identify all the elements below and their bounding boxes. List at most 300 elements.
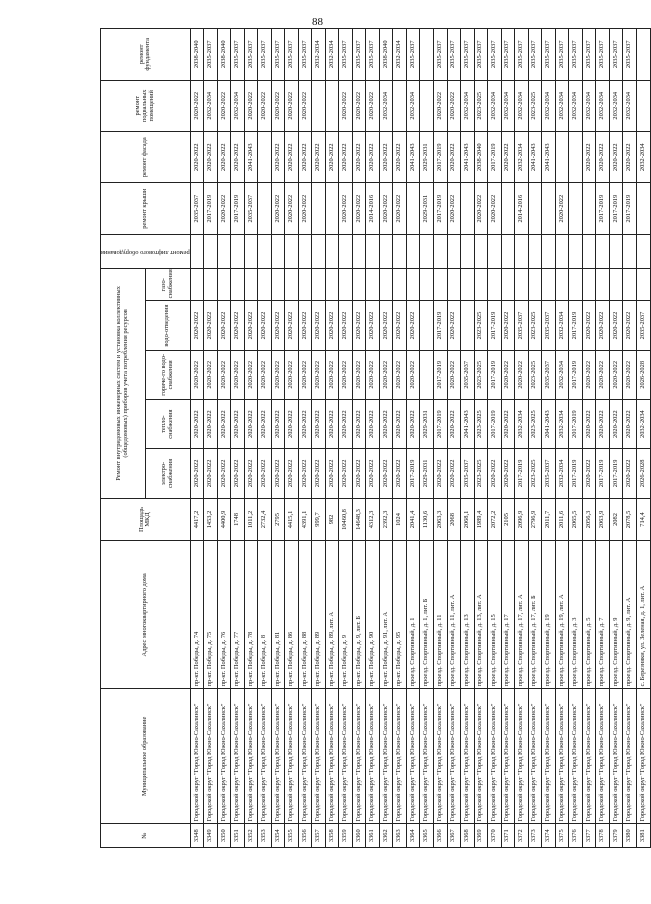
cell-facade: 2020-2022: [204, 131, 218, 182]
cell-foundation: 2035-2037: [204, 29, 218, 81]
cell-address: проезд. Спортивный, д. 17, лит. А: [515, 541, 529, 689]
cell-hotwater: [420, 350, 434, 399]
cell-facade: 2020-2022: [582, 131, 596, 182]
table-row: [582, 29, 596, 848]
cell-basement: 2020-2022: [217, 80, 231, 131]
cell-num: 3353: [258, 824, 272, 848]
cell-foundation: 2035-2037: [596, 29, 610, 81]
cell-area: 2795: [271, 498, 285, 541]
cell-gas: [231, 269, 245, 301]
cell-roof: 2017-2019: [623, 183, 637, 234]
cell-municipality: Городской округ "Город Южно-Сахалинск": [555, 689, 569, 824]
cell-hotwater: 2020-2022: [501, 350, 515, 399]
cell-electric: 2020-2022: [339, 449, 353, 498]
cell-roof: 2017-2019: [596, 183, 610, 234]
cell-num: 3374: [542, 824, 556, 848]
cell-area: 1024: [393, 498, 407, 541]
cell-basement: 2032-2034: [623, 80, 637, 131]
cell-facade: 2020-2022: [366, 131, 380, 182]
cell-num: 3356: [298, 824, 312, 848]
cell-elevator: [379, 234, 393, 268]
cell-roof: 2020-2022: [298, 183, 312, 234]
cell-foundation: 2032-2034: [393, 29, 407, 81]
cell-address: пр-кт. Победы, д. 95: [393, 541, 407, 689]
cell-municipality: Городской округ "Город Южно-Сахалинск": [542, 689, 556, 824]
table-row: [406, 29, 420, 848]
cell-water: 2020-2022: [231, 301, 245, 350]
cell-heat: 2020-2022: [244, 399, 258, 448]
cell-address: проезд. Спортивный, д. 9: [609, 541, 623, 689]
cell-electric: 2035-2037: [461, 449, 475, 498]
cell-basement: [393, 80, 407, 131]
cell-water: [420, 301, 434, 350]
cell-electric: 2020-2022: [312, 449, 326, 498]
cell-municipality: Городской округ "Город Южно-Сахалинск": [569, 689, 583, 824]
cell-facade: 2020-2022: [379, 131, 393, 182]
cell-foundation: 2035-2037: [244, 29, 258, 81]
cell-municipality: Городской округ "Город Южно-Сахалинск": [244, 689, 258, 824]
cell-facade: 2020-2022: [393, 131, 407, 182]
table-row: [569, 29, 583, 848]
cell-address: проезд. Спортивный, д. 17, лит. Б: [528, 541, 542, 689]
cell-address: пр-кт. Победы, д. 76: [217, 541, 231, 689]
cell-num: 3360: [352, 824, 366, 848]
cell-elevator: [285, 234, 299, 268]
cell-electric: 2035-2037: [542, 449, 556, 498]
cell-water: 2035-2037: [515, 301, 529, 350]
cell-basement: [636, 80, 650, 131]
header-roof: ремонт крыши: [101, 183, 191, 234]
cell-elevator: [393, 234, 407, 268]
cell-num: 3379: [609, 824, 623, 848]
cell-basement: 2032-2034: [231, 80, 245, 131]
cell-num: 3380: [623, 824, 637, 848]
cell-foundation: 2035-2037: [609, 29, 623, 81]
table-row: [379, 29, 393, 848]
header-utilities-group: Ремонт внутридомовых инженерных систем и установка коллективных (общедомовых) приборов учета потребления ресурсов: [101, 269, 146, 498]
cell-address: проезд. Спортивный, д. 9, лит. А: [623, 541, 637, 689]
cell-num: 3350: [217, 824, 231, 848]
table-body: [190, 29, 650, 848]
cell-facade: [258, 131, 272, 182]
cell-area: 2065,5: [569, 498, 583, 541]
cell-area: 4391,1: [298, 498, 312, 541]
table-row: [190, 29, 204, 848]
table-row: [433, 29, 447, 848]
cell-water: 2020-2022: [582, 301, 596, 350]
cell-hotwater: 2032-2034: [555, 350, 569, 399]
cell-basement: 2023-2025: [474, 80, 488, 131]
cell-facade: 2032-2034: [636, 131, 650, 182]
cell-elevator: [298, 234, 312, 268]
cell-area: 982: [325, 498, 339, 541]
cell-heat: 2020-2022: [406, 399, 420, 448]
cell-gas: [190, 269, 204, 301]
cell-hotwater: 2020-2022: [204, 350, 218, 399]
cell-facade: 2020-2022: [609, 131, 623, 182]
cell-electric: 2020-2022: [325, 449, 339, 498]
cell-gas: [217, 269, 231, 301]
cell-foundation: 2035-2037: [474, 29, 488, 81]
cell-municipality: Городской округ "Город Южно-Сахалинск": [609, 689, 623, 824]
cell-heat: 2032-2034: [636, 399, 650, 448]
cell-water: 2020-2022: [217, 301, 231, 350]
cell-address: проезд. Спортивный, д. 3: [569, 541, 583, 689]
cell-num: 3348: [190, 824, 204, 848]
cell-address: проезд. Спортивный, д. 11: [433, 541, 447, 689]
cell-municipality: Городской округ "Город Южно-Сахалинск": [231, 689, 245, 824]
cell-facade: 2041-2043: [528, 131, 542, 182]
cell-gas: [420, 269, 434, 301]
cell-foundation: 2035-2037: [406, 29, 420, 81]
cell-roof: [636, 183, 650, 234]
cell-foundation: 2035-2037: [258, 29, 272, 81]
cell-foundation: 2035-2037: [366, 29, 380, 81]
cell-address: проезд. Спортивный, д. 19, лит. А: [555, 541, 569, 689]
table-row: [312, 29, 326, 848]
cell-municipality: Городской округ "Город Южно-Сахалинск": [204, 689, 218, 824]
cell-basement: 2020-2022: [271, 80, 285, 131]
cell-hotwater: 2020-2022: [596, 350, 610, 399]
cell-hotwater: 2020-2022: [515, 350, 529, 399]
cell-basement: 2032-2034: [596, 80, 610, 131]
cell-municipality: Городской округ "Город Южно-Сахалинск": [298, 689, 312, 824]
cell-area: 2796,9: [528, 498, 542, 541]
cell-electric: 2020-2022: [366, 449, 380, 498]
cell-hotwater: 2017-2019: [488, 350, 502, 399]
cell-heat: 2041-2043: [461, 399, 475, 448]
table-row: [542, 29, 556, 848]
cell-foundation: 2035-2037: [231, 29, 245, 81]
cell-area: 2011,7: [542, 498, 556, 541]
cell-hotwater: 2017-2019: [433, 350, 447, 399]
cell-heat: 2020-2022: [285, 399, 299, 448]
cell-roof: 2017-2019: [231, 183, 245, 234]
cell-elevator: [190, 234, 204, 268]
cell-gas: [244, 269, 258, 301]
cell-num: 3351: [231, 824, 245, 848]
cell-num: 3375: [555, 824, 569, 848]
cell-elevator: [555, 234, 569, 268]
cell-water: 2020-2022: [406, 301, 420, 350]
table-row: [339, 29, 353, 848]
cell-num: 3381: [636, 824, 650, 848]
cell-roof: [528, 183, 542, 234]
cell-elevator: [501, 234, 515, 268]
cell-roof: [582, 183, 596, 234]
header-facade: ремонт фасада: [101, 131, 191, 182]
cell-elevator: [542, 234, 556, 268]
cell-heat: 2020-2022: [393, 399, 407, 448]
cell-address: проезд. Спортивный, д. 5: [582, 541, 596, 689]
table-row: [447, 29, 461, 848]
cell-electric: 2020-2022: [623, 449, 637, 498]
cell-address: пр-кт. Победы, д. 77: [231, 541, 245, 689]
cell-heat: 2029-2031: [420, 399, 434, 448]
header-elevator: [101, 234, 191, 268]
cell-municipality: Городской округ "Город Южно-Сахалинск": [528, 689, 542, 824]
cell-area: 2078,5: [623, 498, 637, 541]
cell-address: пр-кт. Победы, д. 89: [312, 541, 326, 689]
cell-elevator: [488, 234, 502, 268]
cell-municipality: Городской округ "Город Южно-Сахалинск": [379, 689, 393, 824]
cell-num: 3373: [528, 824, 542, 848]
cell-area: 14648,3: [352, 498, 366, 541]
cell-gas: [569, 269, 583, 301]
cell-basement: 2032-2034: [582, 80, 596, 131]
cell-facade: 2017-2019: [488, 131, 502, 182]
cell-heat: 2017-2019: [433, 399, 447, 448]
cell-elevator: [474, 234, 488, 268]
cell-elevator: [461, 234, 475, 268]
cell-elevator: [569, 234, 583, 268]
cell-area: 2063,9: [596, 498, 610, 541]
cell-gas: [258, 269, 272, 301]
cell-basement: 2032-2034: [569, 80, 583, 131]
header-basement: ремонт подвальных помещений: [101, 80, 191, 131]
cell-foundation: 2035-2037: [461, 29, 475, 81]
cell-electric: 2023-2025: [474, 449, 488, 498]
cell-municipality: Городской округ "Город Южно-Сахалинск": [582, 689, 596, 824]
cell-elevator: [217, 234, 231, 268]
cell-basement: 2032-2034: [501, 80, 515, 131]
cell-num: 3367: [447, 824, 461, 848]
header-municipality: Муниципальное образование: [101, 689, 191, 824]
cell-foundation: 2035-2037: [542, 29, 556, 81]
cell-water: 2020-2022: [190, 301, 204, 350]
cell-num: 3359: [339, 824, 353, 848]
cell-address: проезд. Спортивный, д. 11, лит. А: [447, 541, 461, 689]
cell-area: 1453,2: [204, 498, 218, 541]
cell-foundation: 2032-2034: [312, 29, 326, 81]
table-row: [366, 29, 380, 848]
cell-basement: 2020-2022: [285, 80, 299, 131]
cell-elevator: [596, 234, 610, 268]
cell-foundation: 2035-2037: [555, 29, 569, 81]
cell-water: 2020-2022: [285, 301, 299, 350]
cell-basement: 2020-2022: [258, 80, 272, 131]
cell-elevator: [366, 234, 380, 268]
cell-facade: 2029-2031: [420, 131, 434, 182]
cell-hotwater: 2020-2022: [339, 350, 353, 399]
cell-facade: 2041-2043: [542, 131, 556, 182]
cell-gas: [555, 269, 569, 301]
cell-heat: 2020-2022: [623, 399, 637, 448]
cell-facade: 2020-2022: [596, 131, 610, 182]
cell-hotwater: 2020-2022: [352, 350, 366, 399]
cell-basement: 2032-2034: [555, 80, 569, 131]
cell-area: 2072,2: [488, 498, 502, 541]
cell-area: 4415,1: [285, 498, 299, 541]
cell-basement: 2032-2034: [379, 80, 393, 131]
cell-electric: 2020-2022: [582, 449, 596, 498]
cell-facade: [555, 131, 569, 182]
cell-electric: 2020-2022: [204, 449, 218, 498]
cell-facade: 2017-2019: [433, 131, 447, 182]
cell-heat: 2023-2025: [474, 399, 488, 448]
table-row: [231, 29, 245, 848]
cell-hotwater: 2020-2022: [366, 350, 380, 399]
cell-water: 2020-2022: [312, 301, 326, 350]
cell-water: 2020-2022: [352, 301, 366, 350]
header-hotwater: горяче-го водо-снабжения: [145, 350, 190, 399]
cell-electric: 2020-2022: [285, 449, 299, 498]
cell-address: проезд. Спортивный, д. 7: [596, 541, 610, 689]
cell-heat: 2032-2034: [515, 399, 529, 448]
cell-facade: 2020-2022: [271, 131, 285, 182]
cell-gas: [623, 269, 637, 301]
cell-address: проезд. Спортивный, д. 1, лит. Б: [420, 541, 434, 689]
cell-basement: 2020-2022: [366, 80, 380, 131]
cell-foundation: [636, 29, 650, 81]
cell-num: 3369: [474, 824, 488, 848]
cell-elevator: [312, 234, 326, 268]
cell-area: 1989,4: [474, 498, 488, 541]
cell-basement: 2032-2034: [542, 80, 556, 131]
cell-num: 3355: [285, 824, 299, 848]
cell-area: 2105: [501, 498, 515, 541]
cell-hotwater: 2020-2022: [285, 350, 299, 399]
cell-municipality: Городской округ "Город Южно-Сахалинск": [447, 689, 461, 824]
cell-water: 2023-2025: [474, 301, 488, 350]
cell-electric: 2020-2022: [447, 449, 461, 498]
cell-basement: 2020-2022: [433, 80, 447, 131]
cell-electric: 2017-2019: [596, 449, 610, 498]
table-row: [528, 29, 542, 848]
table-row: [501, 29, 515, 848]
cell-num: 3357: [312, 824, 326, 848]
cell-area: 2392,3: [379, 498, 393, 541]
cell-gas: [325, 269, 339, 301]
cell-municipality: Городской округ "Город Южно-Сахалинск": [271, 689, 285, 824]
table-row: [623, 29, 637, 848]
cell-water: 2035-2037: [636, 301, 650, 350]
cell-gas: [312, 269, 326, 301]
cell-num: 3352: [244, 824, 258, 848]
cell-facade: [569, 131, 583, 182]
table-row: [325, 29, 339, 848]
cell-hotwater: 2017-2019: [569, 350, 583, 399]
cell-water: 2020-2022: [339, 301, 353, 350]
cell-electric: 2029-2031: [420, 449, 434, 498]
cell-facade: 2041-2043: [406, 131, 420, 182]
table-row: [244, 29, 258, 848]
cell-num: 3364: [406, 824, 420, 848]
cell-num: 3361: [366, 824, 380, 848]
cell-water: 2035-2037: [542, 301, 556, 350]
cell-gas: [501, 269, 515, 301]
table-row: [596, 29, 610, 848]
cell-water: 2020-2022: [379, 301, 393, 350]
cell-hotwater: 2023-2025: [474, 350, 488, 399]
cell-basement: [312, 80, 326, 131]
cell-area: 1130,6: [420, 498, 434, 541]
cell-elevator: [271, 234, 285, 268]
cell-municipality: Городской округ "Город Южно-Сахалинск": [488, 689, 502, 824]
cell-address: с. Березняки, ул. Зеленая, д. 1, лит. А: [636, 541, 650, 689]
cell-area: 2068,1: [461, 498, 475, 541]
cell-gas: [528, 269, 542, 301]
cell-hotwater: 2020-2022: [406, 350, 420, 399]
cell-water: 2020-2022: [325, 301, 339, 350]
cell-basement: [325, 80, 339, 131]
header-gas: газо-снабжения: [145, 269, 190, 301]
cell-water: 2020-2022: [271, 301, 285, 350]
cell-gas: [542, 269, 556, 301]
cell-area: 10460,8: [339, 498, 353, 541]
cell-roof: 2020-2022: [555, 183, 569, 234]
cell-foundation: 2035-2037: [582, 29, 596, 81]
header-water: водо-отведения: [145, 301, 190, 350]
header-area: Площадь МКД: [101, 498, 191, 541]
cell-roof: [406, 183, 420, 234]
cell-roof: 2020-2022: [447, 183, 461, 234]
cell-water: 2020-2022: [393, 301, 407, 350]
cell-hotwater: 2020-2022: [447, 350, 461, 399]
cell-gas: [515, 269, 529, 301]
cell-elevator: [406, 234, 420, 268]
cell-municipality: Городской округ "Город Южно-Сахалинск": [501, 689, 515, 824]
cell-roof: 2020-2022: [474, 183, 488, 234]
cell-water: 2017-2019: [433, 301, 447, 350]
cell-roof: 2020-2022: [379, 183, 393, 234]
cell-foundation: 2035-2037: [433, 29, 447, 81]
cell-municipality: Городской округ "Город Южно-Сахалинск": [190, 689, 204, 824]
cell-elevator: [231, 234, 245, 268]
cell-num: 3368: [461, 824, 475, 848]
cell-hotwater: 2020-2022: [271, 350, 285, 399]
cell-hotwater: 2020-2022: [258, 350, 272, 399]
cell-num: 3378: [596, 824, 610, 848]
cell-water: 2023-2025: [528, 301, 542, 350]
cell-heat: 2020-2022: [204, 399, 218, 448]
cell-heat: 2023-2025: [528, 399, 542, 448]
cell-gas: [204, 269, 218, 301]
cell-foundation: 2035-2037: [623, 29, 637, 81]
table-row: [393, 29, 407, 848]
cell-hotwater: 2020-2022: [609, 350, 623, 399]
cell-address: проезд. Спортивный, д. 13: [461, 541, 475, 689]
cell-facade: 2020-2022: [231, 131, 245, 182]
cell-facade: 2020-2022: [352, 131, 366, 182]
cell-hotwater: 2020-2022: [217, 350, 231, 399]
cell-area: 2068: [447, 498, 461, 541]
cell-foundation: 2035-2037: [488, 29, 502, 81]
cell-electric: 2020-2022: [393, 449, 407, 498]
cell-electric: 2017-2019: [515, 449, 529, 498]
cell-elevator: [325, 234, 339, 268]
cell-facade: 2020-2022: [217, 131, 231, 182]
cell-address: пр-кт. Победы, д. 9: [339, 541, 353, 689]
cell-electric: 2020-2022: [298, 449, 312, 498]
cell-elevator: [636, 234, 650, 268]
cell-foundation: 2035-2037: [501, 29, 515, 81]
cell-elevator: [420, 234, 434, 268]
cell-roof: 2020-2022: [285, 183, 299, 234]
cell-hotwater: 2020-2022: [325, 350, 339, 399]
cell-num: 3370: [488, 824, 502, 848]
cell-facade: 2020-2022: [312, 131, 326, 182]
cell-electric: 2020-2022: [379, 449, 393, 498]
cell-elevator: [433, 234, 447, 268]
cell-basement: 2020-2022: [352, 80, 366, 131]
cell-foundation: 2035-2037: [298, 29, 312, 81]
header-electric: электро-снабжения: [145, 449, 190, 498]
cell-roof: 2029-2031: [420, 183, 434, 234]
cell-heat: 2020-2022: [596, 399, 610, 448]
cell-roof: 2014-2016: [515, 183, 529, 234]
table-row: [271, 29, 285, 848]
